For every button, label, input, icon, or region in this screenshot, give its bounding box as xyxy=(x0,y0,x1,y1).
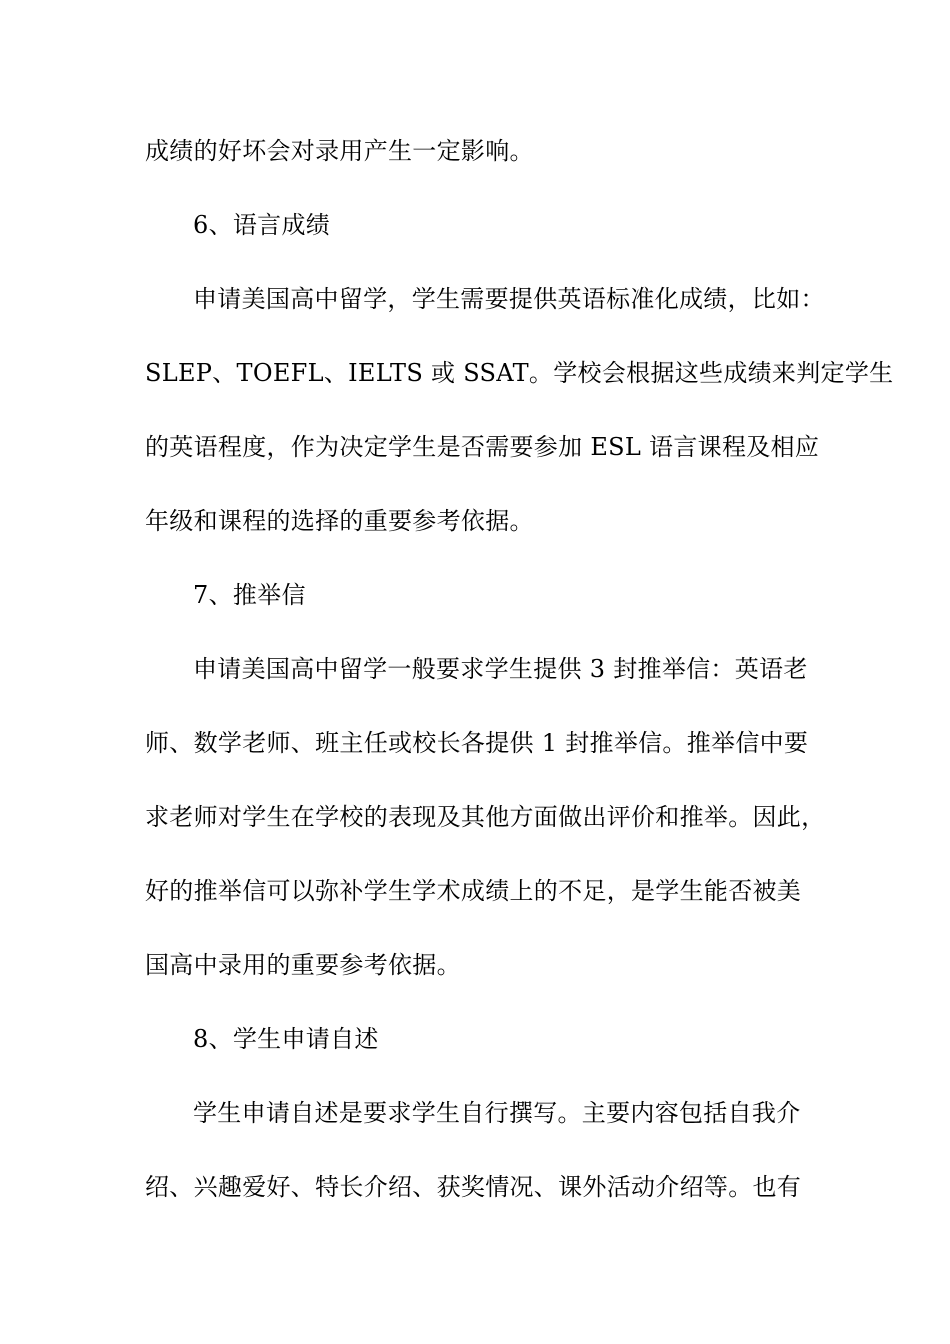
text-line-9: 师、数学老师、班主任或校长各提供 1 封推举信。推举信中要 xyxy=(145,729,809,757)
text-line-8: 申请美国高中留学一般要求学生提供 3 封推举信：英语老 xyxy=(193,655,808,683)
text-line-12: 国高中录用的重要参考依据。 xyxy=(145,951,461,979)
section-heading-recommendation-letter: 7、推举信 xyxy=(193,581,306,609)
text-line-15: 绍、兴趣爱好、特长介绍、获奖情况、课外活动介绍等。也有 xyxy=(145,1173,802,1201)
text-line-6: 年级和课程的选择的重要参考依据。 xyxy=(145,507,534,535)
text-line-3: 申请美国高中留学，学生需要提供英语标准化成绩，比如： xyxy=(193,285,825,313)
text-line-10: 求老师对学生在学校的表现及其他方面做出评价和推举。因此， xyxy=(145,803,826,831)
text-line-14: 学生申请自述是要求学生自行撰写。主要内容包括自我介 xyxy=(193,1099,801,1127)
text-line-4: SLEP、TOEFL、IELTS 或 SSAT。学校会根据这些成绩来判定学生 xyxy=(145,359,894,387)
section-heading-language-scores: 6、语言成绩 xyxy=(193,211,331,239)
section-heading-personal-statement: 8、学生申请自述 xyxy=(193,1025,379,1053)
text-line-11: 好的推举信可以弥补学生学术成绩上的不足，是学生能否被美 xyxy=(145,877,802,905)
text-line-1: 成绩的好坏会对录用产生一定影响。 xyxy=(145,137,534,165)
text-line-5: 的英语程度，作为决定学生是否需要参加 ESL 语言课程及相应 xyxy=(145,433,820,461)
